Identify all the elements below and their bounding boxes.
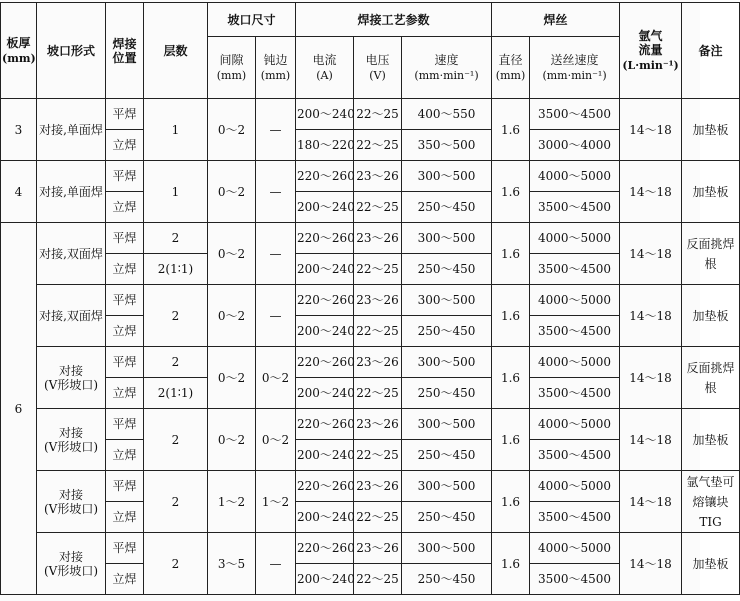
argon-flow-cell: 14～18 — [620, 347, 682, 409]
weld-position-cell: 平焊 — [106, 161, 144, 192]
header-process-params: 焊接工艺参数 — [296, 3, 492, 37]
note-cell: 加垫板 — [682, 533, 740, 595]
current-cell: 220～260 — [296, 347, 354, 378]
layers-cell: 2 — [144, 347, 208, 378]
current-cell: 220～260 — [296, 533, 354, 564]
blunt-edge-cell: 0～2 — [256, 409, 296, 471]
wire-diameter-cell: 1.6 — [492, 533, 530, 595]
joint-type-cell — [37, 347, 106, 409]
speed-cell: 250～450 — [402, 192, 492, 223]
layers-cell: 1 — [144, 99, 208, 161]
weld-position-cell: 立焊 — [106, 192, 144, 223]
current-cell: 200～240 — [296, 440, 354, 471]
wire-feed-cell: 3500～4500 — [530, 99, 620, 130]
gap-cell: 0～2 — [208, 409, 256, 471]
current-cell: 200～240 — [296, 99, 354, 130]
speed-cell: 250～450 — [402, 378, 492, 409]
argon-flow-cell: 14～18 — [620, 409, 682, 471]
layers-cell: 2 — [144, 471, 208, 533]
voltage-cell: 22～25 — [354, 440, 402, 471]
layers-cell: 2 — [144, 285, 208, 347]
speed-cell: 300～500 — [402, 533, 492, 564]
joint-type-text: 对接 — [58, 549, 83, 564]
wire-feed-cell: 3500～4500 — [530, 440, 620, 471]
note-cell: 反面挑焊根 — [682, 347, 740, 409]
wire-feed-cell: 3000～4000 — [530, 130, 620, 161]
current-cell: 200～240 — [296, 378, 354, 409]
current-cell: 220～260 — [296, 471, 354, 502]
welding-parameters-table — [0, 2, 740, 595]
gap-cell: 3～5 — [208, 533, 256, 595]
note-cell: 加垫板 — [682, 409, 740, 471]
speed-cell: 400～550 — [402, 99, 492, 130]
joint-type-text: (V形坡口) — [43, 501, 99, 516]
speed-cell: 300～500 — [402, 161, 492, 192]
weld-position-cell: 立焊 — [106, 316, 144, 347]
wire-diameter-cell: 1.6 — [492, 409, 530, 471]
wire-feed-cell: 3500～4500 — [530, 564, 620, 595]
voltage-cell: 23～26 — [354, 409, 402, 440]
table-header — [1, 3, 740, 99]
weld-position-cell: 平焊 — [106, 223, 144, 254]
layers-cell: 2 — [144, 533, 208, 595]
header-layers: 层数 — [144, 3, 208, 99]
gap-cell: 1～2 — [208, 471, 256, 533]
table-row — [1, 99, 740, 130]
joint-type-cell — [37, 533, 106, 595]
table-row — [1, 533, 740, 564]
header-wire-diameter: 直径 (mm) — [492, 37, 530, 99]
note-cell: 氩气垫可熔镶块TIG — [682, 471, 740, 533]
speed-cell: 350～500 — [402, 130, 492, 161]
header-note: 备注 — [682, 3, 740, 99]
header-speed: 速度 (mm·min⁻¹) — [402, 37, 492, 99]
thickness-cell: 4 — [1, 161, 37, 223]
argon-flow-cell: 14～18 — [620, 533, 682, 595]
current-cell: 200～240 — [296, 502, 354, 533]
weld-position-cell: 立焊 — [106, 378, 144, 409]
note-cell: 加垫板 — [682, 161, 740, 223]
argon-flow-cell: 14～18 — [620, 471, 682, 533]
argon-flow-cell: 14～18 — [620, 223, 682, 285]
table-row — [1, 223, 740, 254]
header-groove-size: 坡口尺寸 — [208, 3, 296, 37]
layers-cell: 1 — [144, 161, 208, 223]
argon-flow-cell: 14～18 — [620, 99, 682, 161]
gap-cell: 0～2 — [208, 347, 256, 409]
layers-cell: 2(1∶1) — [144, 254, 208, 285]
table-row — [1, 409, 740, 440]
voltage-cell: 22～25 — [354, 130, 402, 161]
note-cell: 加垫板 — [682, 285, 740, 347]
thickness-cell: 6 — [1, 223, 37, 595]
wire-feed-cell: 4000～5000 — [530, 409, 620, 440]
wire-feed-cell: 3500～4500 — [530, 254, 620, 285]
voltage-cell: 22～25 — [354, 378, 402, 409]
blunt-edge-cell: — — [256, 161, 296, 223]
wire-feed-cell: 4000～5000 — [530, 347, 620, 378]
voltage-cell: 23～26 — [354, 161, 402, 192]
table-row — [1, 161, 740, 192]
argon-flow-cell: 14～18 — [620, 161, 682, 223]
header-gap: 间隙 (mm) — [208, 37, 256, 99]
layers-cell: 2(1∶1) — [144, 378, 208, 409]
gap-cell: 0～2 — [208, 285, 256, 347]
weld-position-cell: 立焊 — [106, 440, 144, 471]
voltage-cell: 22～25 — [354, 192, 402, 223]
header-joint-type: 坡口形式 — [37, 3, 106, 99]
weld-position-cell: 平焊 — [106, 347, 144, 378]
joint-type-text: (V形坡口) — [43, 563, 99, 578]
joint-type-cell — [37, 161, 106, 223]
weld-position-cell: 立焊 — [106, 502, 144, 533]
current-cell: 200～240 — [296, 254, 354, 285]
weld-position-cell: 立焊 — [106, 254, 144, 285]
speed-cell: 250～450 — [402, 316, 492, 347]
voltage-cell: 22～25 — [354, 99, 402, 130]
layers-cell: 2 — [144, 409, 208, 471]
current-cell: 180～220 — [296, 130, 354, 161]
note-cell: 反面挑焊根 — [682, 223, 740, 285]
blunt-edge-cell: — — [256, 223, 296, 285]
voltage-cell: 22～25 — [354, 316, 402, 347]
speed-cell: 300～500 — [402, 285, 492, 316]
table-row — [1, 347, 740, 378]
voltage-cell: 23～26 — [354, 347, 402, 378]
current-cell: 200～240 — [296, 316, 354, 347]
joint-type-text: 对接 — [58, 363, 83, 378]
weld-position-cell: 立焊 — [106, 130, 144, 161]
voltage-cell: 23～26 — [354, 285, 402, 316]
voltage-cell: 22～25 — [354, 254, 402, 285]
blunt-edge-cell: — — [256, 285, 296, 347]
wire-feed-cell: 3500～4500 — [530, 316, 620, 347]
current-cell: 220～260 — [296, 161, 354, 192]
weld-position-cell: 平焊 — [106, 99, 144, 130]
blunt-edge-cell: 1～2 — [256, 471, 296, 533]
blunt-edge-cell: 0～2 — [256, 347, 296, 409]
header-wire: 焊丝 — [492, 3, 620, 37]
layers-cell: 2 — [144, 223, 208, 254]
current-cell: 220～260 — [296, 223, 354, 254]
wire-feed-cell: 3500～4500 — [530, 192, 620, 223]
voltage-cell: 22～25 — [354, 502, 402, 533]
current-cell: 220～260 — [296, 285, 354, 316]
current-cell: 200～240 — [296, 192, 354, 223]
voltage-cell: 23～26 — [354, 533, 402, 564]
header-argon-flow: 氩气 流量 (L·min⁻¹) — [620, 3, 682, 99]
wire-feed-cell: 3500～4500 — [530, 378, 620, 409]
speed-cell: 250～450 — [402, 440, 492, 471]
wire-feed-cell: 4000～5000 — [530, 533, 620, 564]
joint-type-text: (V形坡口) — [43, 377, 99, 392]
argon-flow-cell: 14～18 — [620, 285, 682, 347]
wire-diameter-cell: 1.6 — [492, 223, 530, 285]
wire-feed-cell: 4000～5000 — [530, 285, 620, 316]
table-row — [1, 471, 740, 502]
joint-type-text: (V形坡口) — [43, 439, 99, 454]
gap-cell: 0～2 — [208, 161, 256, 223]
header-voltage: 电压 (V) — [354, 37, 402, 99]
voltage-cell: 23～26 — [354, 471, 402, 502]
speed-cell: 250～450 — [402, 254, 492, 285]
joint-type-text: 对接,单面焊 — [39, 122, 103, 137]
weld-position-cell: 平焊 — [106, 471, 144, 502]
wire-diameter-cell: 1.6 — [492, 471, 530, 533]
header-wire-feed: 送丝速度 (mm·min⁻¹) — [530, 37, 620, 99]
joint-type-text: 对接 — [58, 425, 83, 440]
weld-position-cell: 平焊 — [106, 285, 144, 316]
weld-position-cell: 立焊 — [106, 564, 144, 595]
speed-cell: 300～500 — [402, 223, 492, 254]
wire-diameter-cell: 1.6 — [492, 99, 530, 161]
wire-diameter-cell: 1.6 — [492, 347, 530, 409]
wire-feed-cell: 4000～5000 — [530, 161, 620, 192]
joint-type-text: 对接,双面焊 — [39, 308, 103, 323]
speed-cell: 300～500 — [402, 409, 492, 440]
wire-feed-cell: 3500～4500 — [530, 502, 620, 533]
note-cell: 加垫板 — [682, 99, 740, 161]
joint-type-text: 对接 — [58, 487, 83, 502]
header-blunt-edge: 钝边 (mm) — [256, 37, 296, 99]
table-row — [1, 285, 740, 316]
header-weld-position: 焊接 位置 — [106, 3, 144, 99]
weld-position-cell: 平焊 — [106, 533, 144, 564]
speed-cell: 300～500 — [402, 347, 492, 378]
speed-cell: 300～500 — [402, 471, 492, 502]
header-thickness: 板厚 (mm) — [1, 3, 37, 99]
joint-type-cell — [37, 409, 106, 471]
blunt-edge-cell: — — [256, 533, 296, 595]
current-cell: 220～260 — [296, 409, 354, 440]
joint-type-cell — [37, 471, 106, 533]
table-body — [1, 99, 740, 595]
blunt-edge-cell: — — [256, 99, 296, 161]
speed-cell: 250～450 — [402, 502, 492, 533]
speed-cell: 250～450 — [402, 564, 492, 595]
voltage-cell: 23～26 — [354, 223, 402, 254]
gap-cell: 0～2 — [208, 99, 256, 161]
joint-type-cell — [37, 285, 106, 347]
wire-diameter-cell: 1.6 — [492, 161, 530, 223]
thickness-cell: 3 — [1, 99, 37, 161]
joint-type-text: 对接,单面焊 — [39, 184, 103, 199]
voltage-cell: 22～25 — [354, 564, 402, 595]
current-cell: 200～240 — [296, 564, 354, 595]
wire-feed-cell: 4000～5000 — [530, 223, 620, 254]
joint-type-text: 对接,双面焊 — [39, 246, 103, 261]
joint-type-cell — [37, 223, 106, 285]
wire-diameter-cell: 1.6 — [492, 285, 530, 347]
header-current: 电流 (A) — [296, 37, 354, 99]
gap-cell: 0～2 — [208, 223, 256, 285]
weld-position-cell: 平焊 — [106, 409, 144, 440]
joint-type-cell — [37, 99, 106, 161]
wire-feed-cell: 4000～5000 — [530, 471, 620, 502]
